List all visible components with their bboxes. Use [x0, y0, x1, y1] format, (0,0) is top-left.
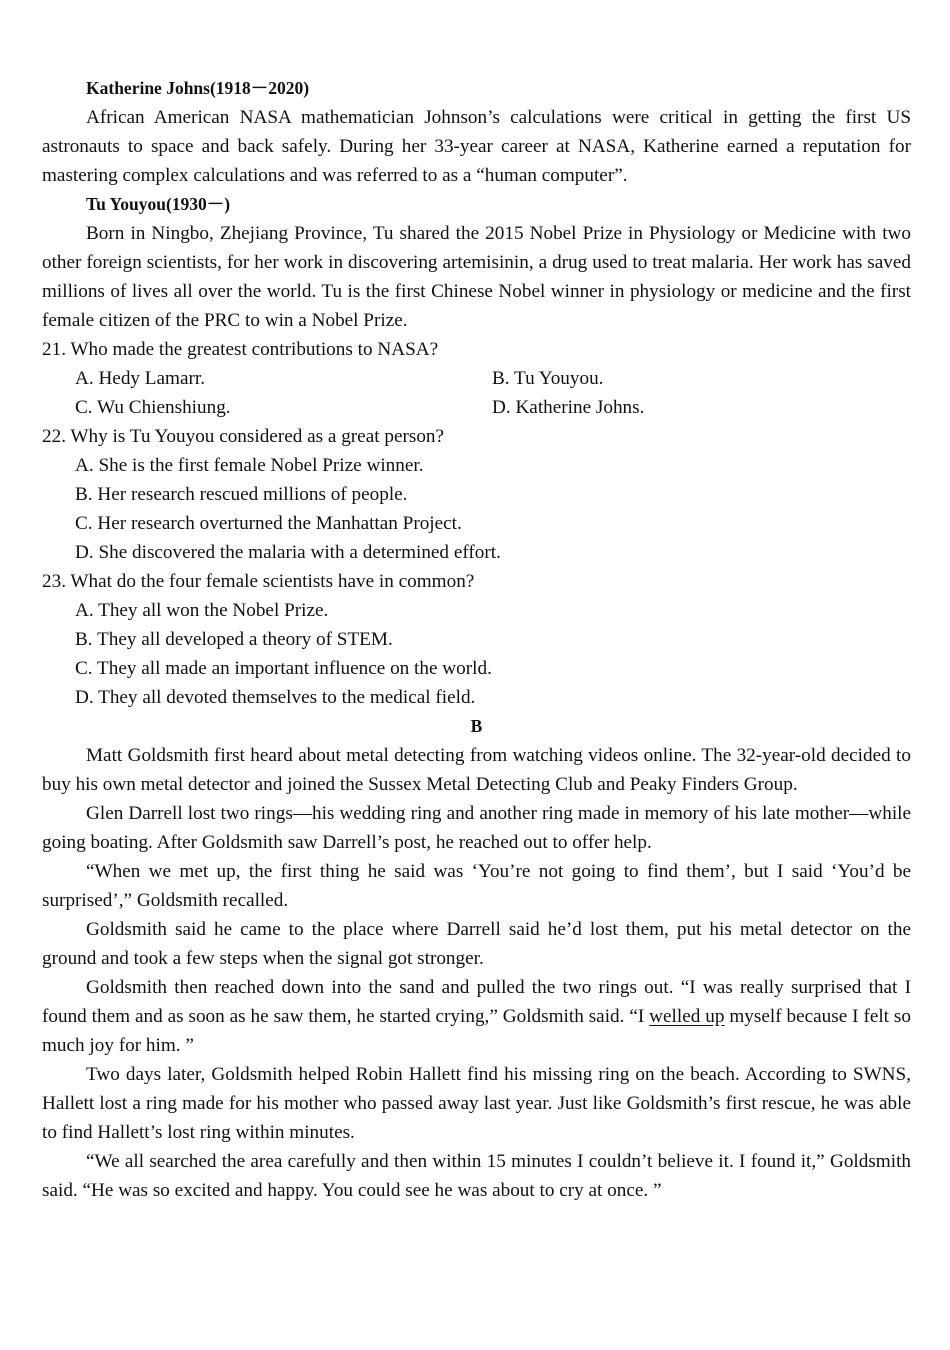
johns-heading: Katherine Johns(1918－2020) [86, 78, 310, 98]
question-21 [42, 335, 911, 422]
question-22 [42, 422, 911, 567]
option-a: A. Hedy Lamarr. [75, 368, 206, 389]
option-b: B. Tu Youyou. [492, 368, 604, 389]
question-stem: 21. Who made the greatest contributions to NASA? [42, 339, 439, 360]
passage-paragraph-5 [42, 973, 911, 1060]
passage-paragraph-7: “We all searched the area carefully and then within 15 minutes I couldn’t believe it. I found it,” Goldsmith said. “He was so excited and happy. You could see he was about to cry at once. ” [42, 1151, 911, 1201]
option-d: D. She discovered the malaria with a determined effort. [75, 542, 501, 563]
option-d: D. They all devoted themselves to the medical field. [75, 687, 476, 708]
paragraph-text-end: myself because I felt so much joy for him. ” [42, 1006, 911, 1056]
passage-paragraph-6: Two days later, Goldsmith helped Robin Hallett find his missing ring on the beach. According to SWNS, Hallett lost a ring made for his mother who passed away last year. Just like Goldsmith’s first rescue, he was able to find Hallett’s lost ring within minutes. [42, 1064, 911, 1143]
johns-paragraph: African American NASA mathematician Johnson’s calculations were critical in getting the first US astronauts to space and back safely. During her 33-year career at NASA, Katherine earned a reputation for mastering complex calculations and was referred to as a “human computer”. [42, 107, 911, 186]
option-d: D. Katherine Johns. [492, 397, 645, 418]
option-c: C. Her research overturned the Manhattan Project. [75, 513, 462, 534]
option-a: A. They all won the Nobel Prize. [75, 600, 329, 621]
passage-paragraph-3: “When we met up, the first thing he said was ‘You’re not going to find them’, but I said ‘You’d be surprised’,” Goldsmith recalled. [42, 861, 911, 911]
paragraph-text-start: Goldsmith then reached down into the sand and pulled the two rings out. “I was really surprised that I found them and as soon as he saw them, he started crying,” Goldsmith said. “I [42, 977, 911, 1027]
underlined-phrase: welled up [649, 1006, 725, 1027]
option-b: B. Her research rescued millions of people. [75, 484, 408, 505]
option-b: B. They all developed a theory of STEM. [75, 629, 393, 650]
question-23 [42, 567, 911, 712]
passage-paragraph-1: Matt Goldsmith first heard about metal detecting from watching videos online. The 32-year-old decided to buy his own metal detector and joined the Sussex Metal Detecting Club and Peaky Finders Group. [42, 745, 911, 795]
option-c: C. They all made an important influence on the world. [75, 658, 492, 679]
question-stem: 23. What do the four female scientists have in common? [42, 571, 475, 592]
tu-heading: Tu Youyou(1930－) [86, 194, 231, 214]
passage-paragraph-4: Goldsmith said he came to the place where Darrell said he’d lost them, put his metal detector on the ground and took a few steps when the signal got stronger. [42, 919, 911, 969]
tu-paragraph: Born in Ningbo, Zhejiang Province, Tu shared the 2015 Nobel Prize in Physiology or Medicine with two other foreign scientists, for her work in discovering artemisinin, a drug used to treat malaria. Her work has saved millions of lives all over the world. Tu is the first Chinese Nobel winner in physiology or medicine and the first female citizen of the PRC to win a Nobel Prize. [42, 223, 911, 331]
option-a: A. She is the first female Nobel Prize winner. [75, 455, 424, 476]
section-b-label: B [470, 716, 483, 736]
exam-page [42, 74, 911, 1205]
question-stem: 22. Why is Tu Youyou considered as a great person? [42, 426, 445, 447]
passage-paragraph-2: Glen Darrell lost two rings—his wedding ring and another ring made in memory of his late mother—while going boating. After Goldsmith saw Darrell’s post, he reached out to offer help. [42, 803, 911, 853]
option-c: C. Wu Chienshiung. [75, 397, 231, 418]
